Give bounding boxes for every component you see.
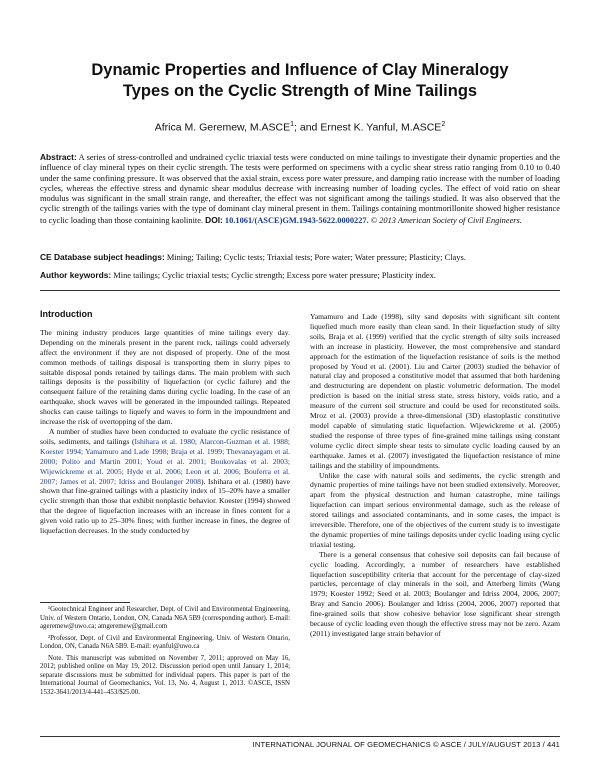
footnote-note: Note. This manuscript was submitted on November 7, 2011; approved on May 16, 2012; published online on May 19, 2012. Discussion period open until January 1, 2014; separate discussions must be submitted for individual papers. This paper is part of the International Journal of Geomechanics, Vol. 13, No. 4, August 1, 2013. ©ASCE, ISSN 1532-3641/2013/4-441–453/$25.00.: [40, 654, 290, 696]
right-paragraph-1: Yamamuro and Lade (1998), silty sand deposits with significant silt content liquefied much more easily than clean sand. In their liquefaction study of silty soils, Braja et al. (1999) verified that the cyclic strength of silty soils increased with an increase in plasticity. However, the most comprehensive and standard approach for the estimation of the liquefaction resistance of soils is the method proposed by Youd et al. (2001). Liu and Carter (2003) studied the behavior of natural clay and proposed a constitutive model that assumed that both hardening and destructuring are dependent on plastic volumetric deformation. The model prediction is based on the initial stress state, stress history, voids ratio, and a measure of the current soil structure and could be used for reconstituted soils. Mroz et al. (2003) provide a three-dimensional (3D) elastoplastic constitutive model capable of simulating static liquefaction. Wijewickreme et al. (2005) studied the response of three types of fine-grained mine tailings using constant volume cyclic direct simple shear tests to simulate cyclic loading caused by an earthquake. James et al. (2007) investigated the liquefaction resistance of mine tailings and the stability of impoundments.: [310, 312, 560, 470]
author-separator: ; and Ernest K. Yanful, M.ASCE: [294, 121, 442, 134]
title-line-1: Dynamic Properties and Influence of Clay Mineralogy: [91, 61, 509, 79]
left-column: [40, 310, 290, 536]
right-paragraph-2: Unlike the case with natural soils and sediments, the cyclic strength and dynamic properties of mine tailings have not been studied extensively. Moreover, apart from the physical destruction and human catastrophe, mine tailings liquefaction can impart serious environmental damage, such as the release of stored tailings and associated contaminants, and in some cases, the impact is irreversible. Therefore, one of the objectives of the current study is to investigate the dynamic properties of mine tailings deposits under cyclic loading using cyclic triaxial testing.: [310, 470, 560, 549]
subject-headings-label: CE Database subject headings:: [40, 252, 165, 262]
footer-divider: [40, 736, 560, 737]
author-1: Africa M. Geremew, M.ASCE: [154, 121, 291, 134]
author-line: [40, 118, 560, 135]
doi-label: DOI:: [205, 214, 223, 225]
paper-title: [40, 60, 560, 102]
abstract-text: A series of stress-controlled and undrained cyclic triaxial tests were conducted on mine tailings to investigate their dynamic properties and the influence of clay mineral types on their cyclic strength. The tests were performed on specimens with a cyclic shear stress ratio ranging from 0.10 to 0.40 under the same confining pressure. It was observed that the axial strain, excess pore water pressure, and damping ratio increase with the number of loading cycles, whereas the effective stress and dynamic shear modulus decrease with increasing number of loading cycles. The effect of void ratio on shear modulus was significant in the small strain range, and thereafter, the effect was not significant among the tailings studied. It was also observed that the cyclic strength of the tailings varies with the type of dominant clay mineral present in them. Tailings containing montmorillonite showed higher resistance to cyclic loading than those containing kaolinite.: [40, 153, 560, 225]
footnote-2: ²Professor, Dept. of Civil and Environmental Engineering, Univ. of Western Ontario, London, ON, Canada N6A 5B9. E-mail: eyanful@uwo.ca: [40, 634, 290, 650]
author-keywords-label: Author keywords:: [40, 270, 112, 280]
right-paragraph-3: There is a general consensus that cohesive soil deposits can fail because of cyclic loading. Accordingly, a number of researchers have established liquefaction susceptibility criteria that account for the percentage of clay-sized particles, percentage of clay minerals in the soil, and Atterberg limits (Wang 1979; Koester 1992; Seed et al. 2003; Boulanger and Idriss 2004, 2006, 2007; Bray and Sancio 2006). Boulanger and Idriss (2004, 2006, 2007) reported that fine-grained soils that show cohesive behavior lose significant shear strength because of cyclic loading even though the effective stress may not be zero. Azam (2011) investigated large strain behavior of: [310, 549, 560, 638]
right-column: [310, 312, 560, 639]
intro-paragraph-2-lead: A number of studies have been conducted to evaluate the cyclic resistance of soils, sediments, and tailings (: [40, 426, 290, 446]
citation-list[interactable]: Ishihara et al. 1980; Alarcon-Guzman et al. 1988; Koester 1994; Yamamuro and Lade 1998; Braja et al. 1999; Thevanayagam et al. 2000; Polito and Martin 2001; Youd et al. 2001; Boukovalas et al. 2003; Wijewickreme et al. 2005; Hyde et al. 2006; Leon et al. 2006; Bouferra et al. 2007; James et al. 2007; Idriss and Boulanger 2008: [40, 436, 290, 486]
abstract-label: Abstract:: [40, 152, 77, 162]
intro-paragraph-1: The mining industry produces large quantities of mine tailings every day. Depending on the minerals present in the parent rock, tailings could adversely affect the environment if they are not disposed of properly. One of the most common methods of tailings disposal is transporting them in slurry pipes to suitable disposal ponds retained by tailings dams. The main problem with such tailings deposits is the possibility of liquefaction (or cyclic failure) and the consequent failure of the retaining dams during cyclic loading. In the case of an earthquake, shock waves will be generated in the impounded tailings. Repeated shocks can cause tailings to liquefy and waves to form in the impoundment and increase the risk of overtopping of the dam.: [40, 327, 290, 427]
subject-headings-text: Mining; Tailing; Cyclic tests; Triaxial tests; Pore water; Water pressure; Plasticity; Clays.: [166, 253, 466, 262]
copyright-notice: © 2013 American Society of Civil Engineers.: [370, 215, 522, 225]
intro-paragraph-2: [40, 427, 290, 536]
footnote-divider: [40, 602, 130, 603]
header-divider: [40, 290, 560, 291]
title-line-2: Types on the Cyclic Strength of Mine Tailings: [122, 82, 478, 100]
footnotes: [40, 606, 290, 700]
footnote-1: ¹Geotechnical Engineer and Researcher, Dept. of Civil and Environmental Engineering, Univ. of Western Ontario, London, ON, Canada N6A 5B9 (corresponding author). E-mail: ageremew@uwo.ca; amgeremew@gmail.com: [40, 606, 290, 630]
intro-paragraph-2-body: ). Ishihara et al. (1980) have shown that fine-grained tailings with a plasticity index of 15–20% have a smaller cyclic strength than those that exhibit nonplastic behavior. Koester (1994) showed that the degree of liquefaction increases with an increase in fines content for a given void ratio up to 25–30% fines; with further increase in fines, the degree of liquefaction decreases. In the study conducted by: [40, 476, 290, 536]
author-2-affiliation-mark: 2: [441, 121, 446, 128]
subject-headings: [40, 252, 560, 263]
doi-link[interactable]: 10.1061/(ASCE)GM.1943-5622.0000227.: [224, 215, 369, 225]
author-1-affiliation-mark: 1: [290, 121, 295, 128]
page-footer: INTERNATIONAL JOURNAL OF GEOMECHANICS © ASCE / JULY/AUGUST 2013 / 441: [252, 740, 560, 749]
author-keywords-text: Mine tailings; Cyclic triaxial tests; Cyclic strength; Excess pore water pressure; Plasticity index.: [113, 271, 436, 280]
abstract: [40, 152, 560, 226]
section-heading-introduction: Introduction: [40, 309, 93, 319]
author-keywords: [40, 270, 560, 281]
